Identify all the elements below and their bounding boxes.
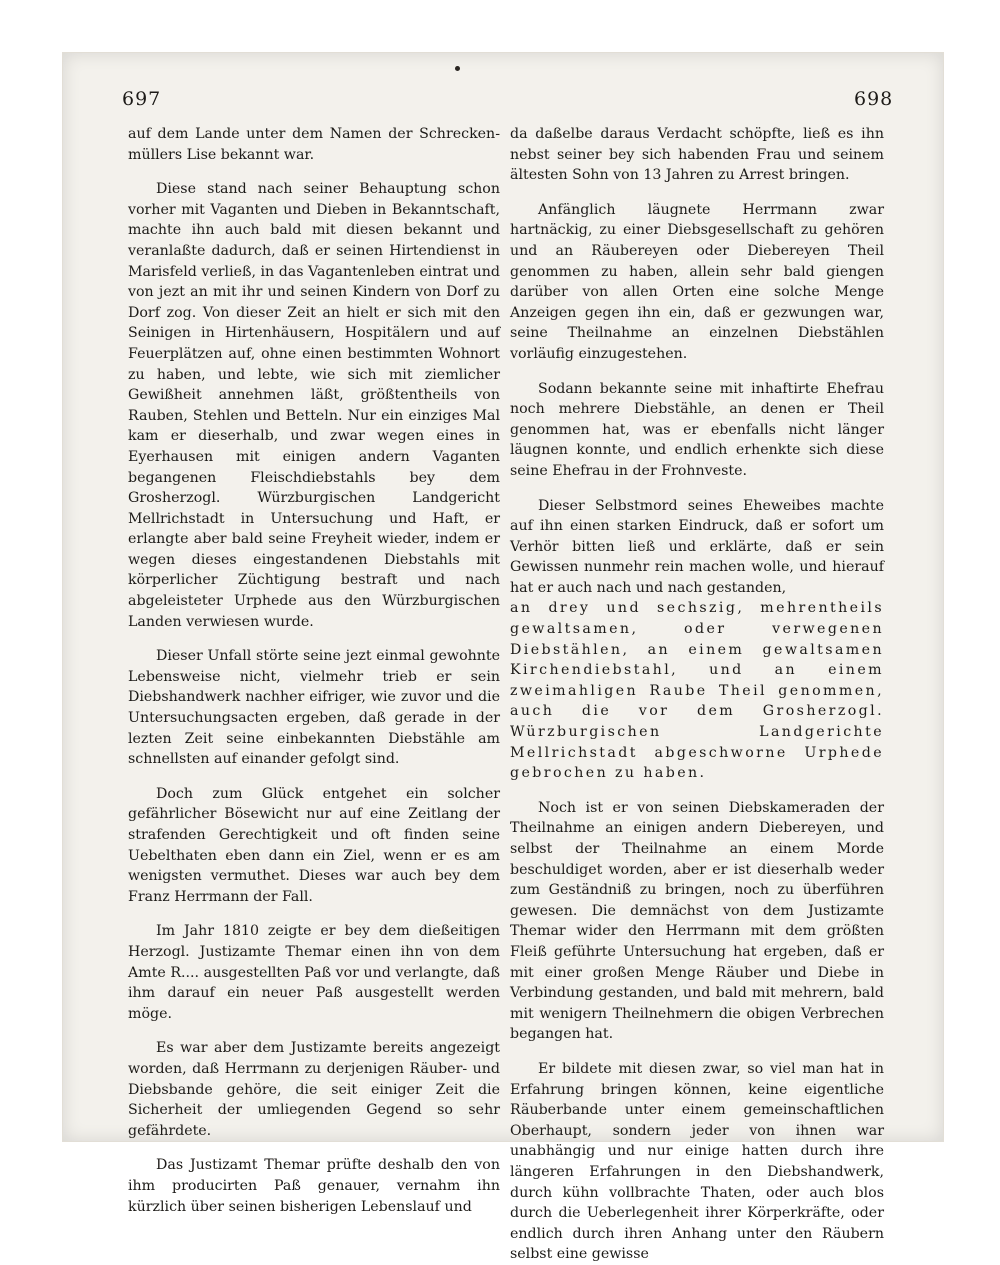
paragraph: Sodann bekannte seine mit inhaftirte Ehefrau noch mehrere Diebstähle, an denen er Theil genommen hat, was er ebenfalls nicht länger läugnen konnte, und endlich erhenkte sich diese seine Ehefrau in der Frohnveste. <box>510 380 884 479</box>
page-number-left: 697 <box>122 88 162 110</box>
paragraph: da daßelbe daraus Verdacht schöpfte, ließ es ihn nebst seiner bey sich habenden Frau und seinem ältesten Sohn von 13 Jahren zu Arrest bringen. <box>510 126 884 184</box>
paragraph: Diese stand nach seiner Behauptung schon vorher mit Vaganten und Dieben in Bekanntschaft, machte ihn auch bald mit diesen bekannt und veranlaßte dadurch, daß er seinen Hirtendienst in Marisfeld verließ, in das Vagantenleben eintrat und von jezt an mit ihr und seinen Kindern von Dorf zu Dorf zog. Von dieser Zeit an hielt er sich mit den Seinigen in Hirtenhäusern, Hospitälern und auf Feuerplätzen auf, ohne einen bestimmten Wohnort zu haben, und lebte, wie sich mit ziemlicher Gewißheit annehmen läßt, größtentheils von Rauben, Stehlen und Betteln. Nur ein einziges Mal kam er dieserhalb, und zwar wegen eines in Eyerhausen mit einigen andern Vaganten begangenen Fleischdiebstahls bey dem Grosherzogl. Würzburgischen Landgericht Mellrichstadt in Untersuchung und Haft, er erlangte aber bald seine Freyheit wieder, indem er wegen dieses eingestandenen Diebstahls mit körperlicher Züchtigung bestraft und nach abgeleisteter Urphede aus den Würzburgischen Landen verwiesen wurde. <box>128 181 500 630</box>
spaced-emphasis-paragraph: an drey und sechszig, mehrentheils gewaltsamen, oder verwegenen Diebstählen, an einem gewaltsamen Kirchendiebstahl, und an einem zweimahligen Raube Theil genommen, auch die vor dem Grosherzogl. Würzburgischen Landgerichte Mellrichstadt abgeschworne Urphede gebrochen zu haben. <box>510 600 884 782</box>
paragraph: Im Jahr 1810 zeigte er bey dem dießeitigen Herzogl. Justizamte Themar einen ihn von dem Amte R.... ausgestellten Paß vor und verlangte, daß ihm darauf ein neuer Paß ausgestellt werden möge. <box>128 923 500 1022</box>
paragraph: Doch zum Glück entgehet ein solcher gefährlicher Bösewicht nur auf eine Zeitlang der strafenden Gerechtigkeit und oft finden seine Uebelthaten eben dann ein Ziel, wenn er es am wenigsten vermuthet. Dieses war auch bey dem Franz Herrmann der Fall. <box>128 785 500 905</box>
page-number-right: 698 <box>854 88 894 110</box>
right-text-column <box>510 124 884 1263</box>
paragraph: Dieser Selbstmord seines Eheweibes machte auf ihn einen starken Eindruck, daß er sofort um Verhör bitten ließ und erklärte, daß er sein Gewissen nunmehr rein machen wolle, und hierauf hat er auch nach und nach gestanden, <box>510 497 884 596</box>
paragraph: Er bildete mit diesen zwar, so viel man hat in Erfahrung bringen können, keine eigentliche Räuberbande unter einem gemeinschaftlichen Oberhaupt, sondern jeder von ihnen war unabhängig und nur einige hatten durch ihre längeren Erfahrungen in den Diebshandwerk, durch kühn vollbrachte Thaten, oder auch blos durch die Ueberlegenheit ihrer Körperkräfte, oder endlich durch ihren Anhang unter den Räubern selbst eine gewisse <box>510 1060 884 1263</box>
paragraph: Es war aber dem Justizamte bereits angezeigt worden, daß Herrmann zu derjenigen Räuber- und Diebsbande gehöre, die seit einiger Zeit die Sicherheit der umliegenden Gegend so sehr gefährdete. <box>128 1040 500 1139</box>
paragraph: Dieser Unfall störte seine jezt einmal gewohnte Lebensweise nicht, vielmehr trieb er sein Diebshandwerk nachher eifriger, wie zuvor und die Untersuchungsacten ergeben, daß gerade in der lezten Zeit seine einbekannten Diebstähle am schnellsten auf einander gefolgt sind. <box>128 648 500 768</box>
left-text-column <box>128 124 500 1215</box>
paragraph: Noch ist er von seinen Diebskameraden der Theilnahme an einigen andern Diebereyen, und selbst der Theilnahme an einem Morde beschuldiget worden, aber er ist dieserhalb weder zum Geständniß zu bringen, noch zu überführen gewesen. Die demnächst von dem Justizamte Themar wider den Herrmann mit dem größten Fleiß geführte Untersuchung hat ergeben, daß er mit einer großen Menge Räuber und Diebe in Verbindung gestanden, und bald mit mehrern, bald mit wenigern Theilnehmern die obigen Verbrechen begangen hat. <box>510 799 884 1043</box>
ink-mark <box>455 66 460 71</box>
paragraph: Das Justizamt Themar prüfte deshalb den von ihm producirten Paß genauer, vernahm ihn kürzlich über seinen bisherigen Lebenslauf und <box>128 1157 500 1215</box>
paragraph: Anfänglich läugnete Herrmann zwar hartnäckig, zu einer Diebsgesellschaft zu gehören und an Räubereyen oder Diebereyen Theil genommen zu haben, allein sehr bald giengen darüber von allen Orten eine solche Menge Anzeigen gegen ihn ein, daß er gezwungen war, seine Theilnahme an einzelnen Diebstählen vorläufig einzugestehen. <box>510 201 884 362</box>
paragraph: auf dem Lande unter dem Namen der Schrecken-müllers Lise bekannt war. <box>128 126 500 163</box>
